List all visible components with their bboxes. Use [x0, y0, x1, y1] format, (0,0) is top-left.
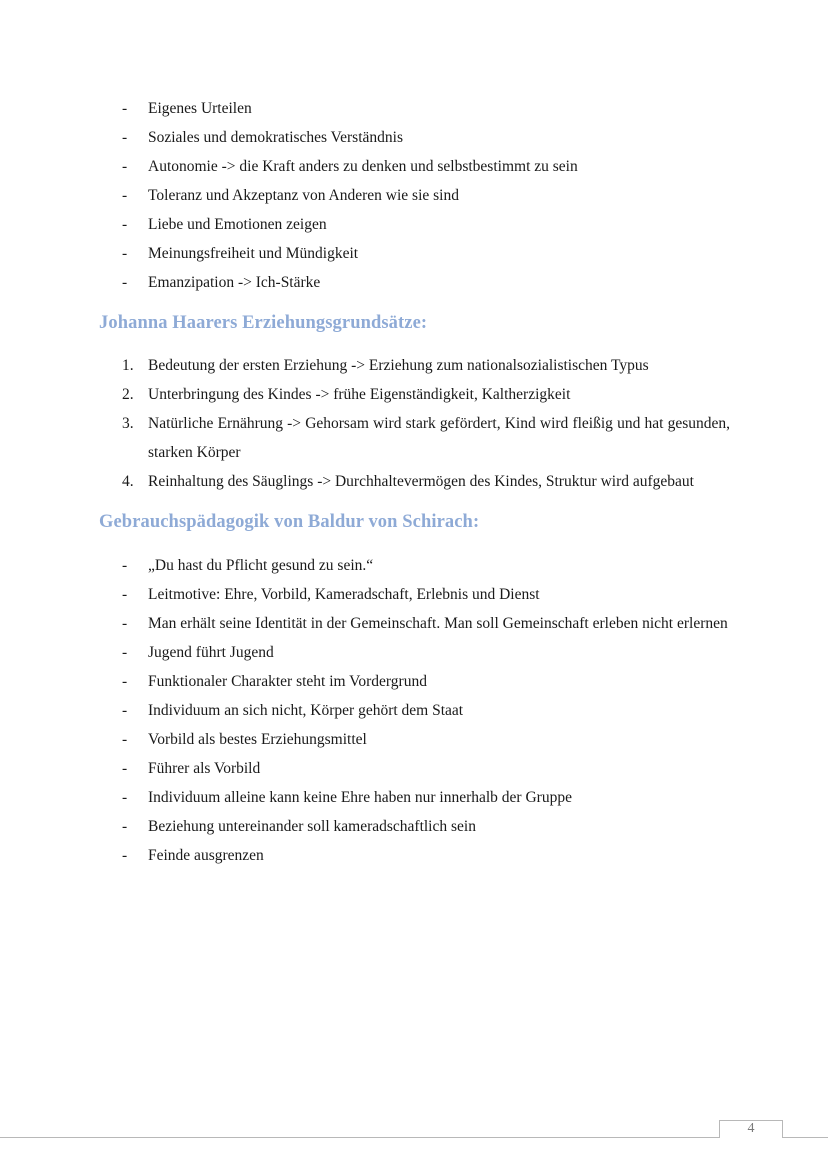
list-item-text: Liebe und Emotionen zeigen — [148, 216, 327, 233]
bullet-dash: - — [122, 818, 128, 835]
schirach-pedagogy-list — [0, 551, 828, 870]
list-item — [0, 239, 828, 268]
list-item — [0, 268, 828, 297]
bullet-dash: - — [122, 615, 128, 632]
list-item-text: Führer als Vorbild — [148, 760, 261, 777]
list-item-text: Autonomie -> die Kraft anders zu denken und selbstbestimmt zu sein — [148, 158, 578, 175]
list-item — [0, 123, 828, 152]
list-item — [0, 580, 828, 609]
bullet-dash: - — [122, 847, 128, 864]
list-item-text: Individuum an sich nicht, Körper gehört dem Staat — [148, 702, 464, 719]
values-list — [0, 94, 828, 297]
bullet-dash: - — [122, 760, 128, 777]
list-item — [0, 754, 828, 783]
list-item-text: Natürliche Ernährung -> Gehorsam wird stark gefördert, Kind wird fleißig und hat gesunden, starken Körper — [148, 415, 730, 461]
bullet-dash: - — [122, 187, 128, 204]
list-item — [0, 783, 828, 812]
bullet-dash: - — [122, 100, 128, 117]
footer-rule-left — [0, 1137, 720, 1138]
list-item-text: Beziehung untereinander soll kameradschaftlich sein — [148, 818, 476, 835]
list-item-text: Eigenes Urteilen — [148, 100, 252, 117]
list-item-text: Reinhaltung des Säuglings -> Durchhaltevermögen des Kindes, Struktur wird aufgebaut — [148, 473, 694, 490]
list-item — [0, 210, 828, 239]
list-item-text: Unterbringung des Kindes -> frühe Eigenständigkeit, Kaltherzigkeit — [148, 386, 571, 403]
bullet-dash: - — [122, 216, 128, 233]
haarer-principles-list — [0, 351, 828, 496]
list-item — [0, 696, 828, 725]
list-item — [0, 551, 828, 580]
numbered-list-item — [0, 351, 828, 380]
bullet-dash: - — [122, 673, 128, 690]
list-item-text: „Du hast du Pflicht gesund zu sein.“ — [148, 557, 374, 574]
list-number: 2. — [122, 386, 134, 403]
list-item — [0, 609, 828, 638]
numbered-list-item — [0, 409, 828, 467]
list-item-text: Soziales und demokratisches Verständnis — [148, 129, 403, 146]
list-item-text: Toleranz und Akzeptanz von Anderen wie sie sind — [148, 187, 459, 204]
list-item — [0, 667, 828, 696]
list-item — [0, 841, 828, 870]
list-item-text: Man erhält seine Identität in der Gemeinschaft. Man soll Gemeinschaft erleben nicht erlernen — [148, 615, 728, 632]
list-item-text: Meinungsfreiheit und Mündigkeit — [148, 245, 359, 262]
numbered-list-item — [0, 380, 828, 409]
list-number: 4. — [122, 473, 134, 490]
list-item-text: Vorbild als bestes Erziehungsmittel — [148, 731, 367, 748]
page-footer — [0, 1120, 828, 1150]
footer-rule-right — [782, 1137, 828, 1138]
list-item — [0, 812, 828, 841]
list-item — [0, 152, 828, 181]
list-item-text: Emanzipation -> Ich-Stärke — [148, 274, 321, 291]
list-number: 3. — [122, 415, 134, 432]
list-number: 1. — [122, 357, 134, 374]
list-item-text: Leitmotive: Ehre, Vorbild, Kameradschaft, Erlebnis und Dienst — [148, 586, 540, 603]
bullet-dash: - — [122, 586, 128, 603]
list-item — [0, 638, 828, 667]
page-number: 4 — [747, 1121, 755, 1136]
section-heading-schirach: Gebrauchspädagogik von Baldur von Schirach: — [99, 512, 480, 532]
numbered-list-item — [0, 467, 828, 496]
bullet-dash: - — [122, 274, 128, 291]
bullet-dash: - — [122, 731, 128, 748]
section-heading-haarer: Johanna Haarers Erziehungsgrundsätze: — [99, 313, 428, 333]
bullet-dash: - — [122, 702, 128, 719]
list-item — [0, 725, 828, 754]
list-item-text: Bedeutung der ersten Erziehung -> Erziehung zum nationalsozialistischen Typus — [148, 357, 649, 374]
bullet-dash: - — [122, 644, 128, 661]
bullet-dash: - — [122, 129, 128, 146]
bullet-dash: - — [122, 245, 128, 262]
bullet-dash: - — [122, 557, 128, 574]
list-item-text: Feinde ausgrenzen — [148, 847, 264, 864]
list-item-text: Funktionaler Charakter steht im Vordergrund — [148, 673, 427, 690]
bullet-dash: - — [122, 789, 128, 806]
list-item-text: Jugend führt Jugend — [148, 644, 274, 661]
list-item-text: Individuum alleine kann keine Ehre haben nur innerhalb der Gruppe — [148, 789, 572, 806]
list-item — [0, 181, 828, 210]
list-item — [0, 94, 828, 123]
bullet-dash: - — [122, 158, 128, 175]
